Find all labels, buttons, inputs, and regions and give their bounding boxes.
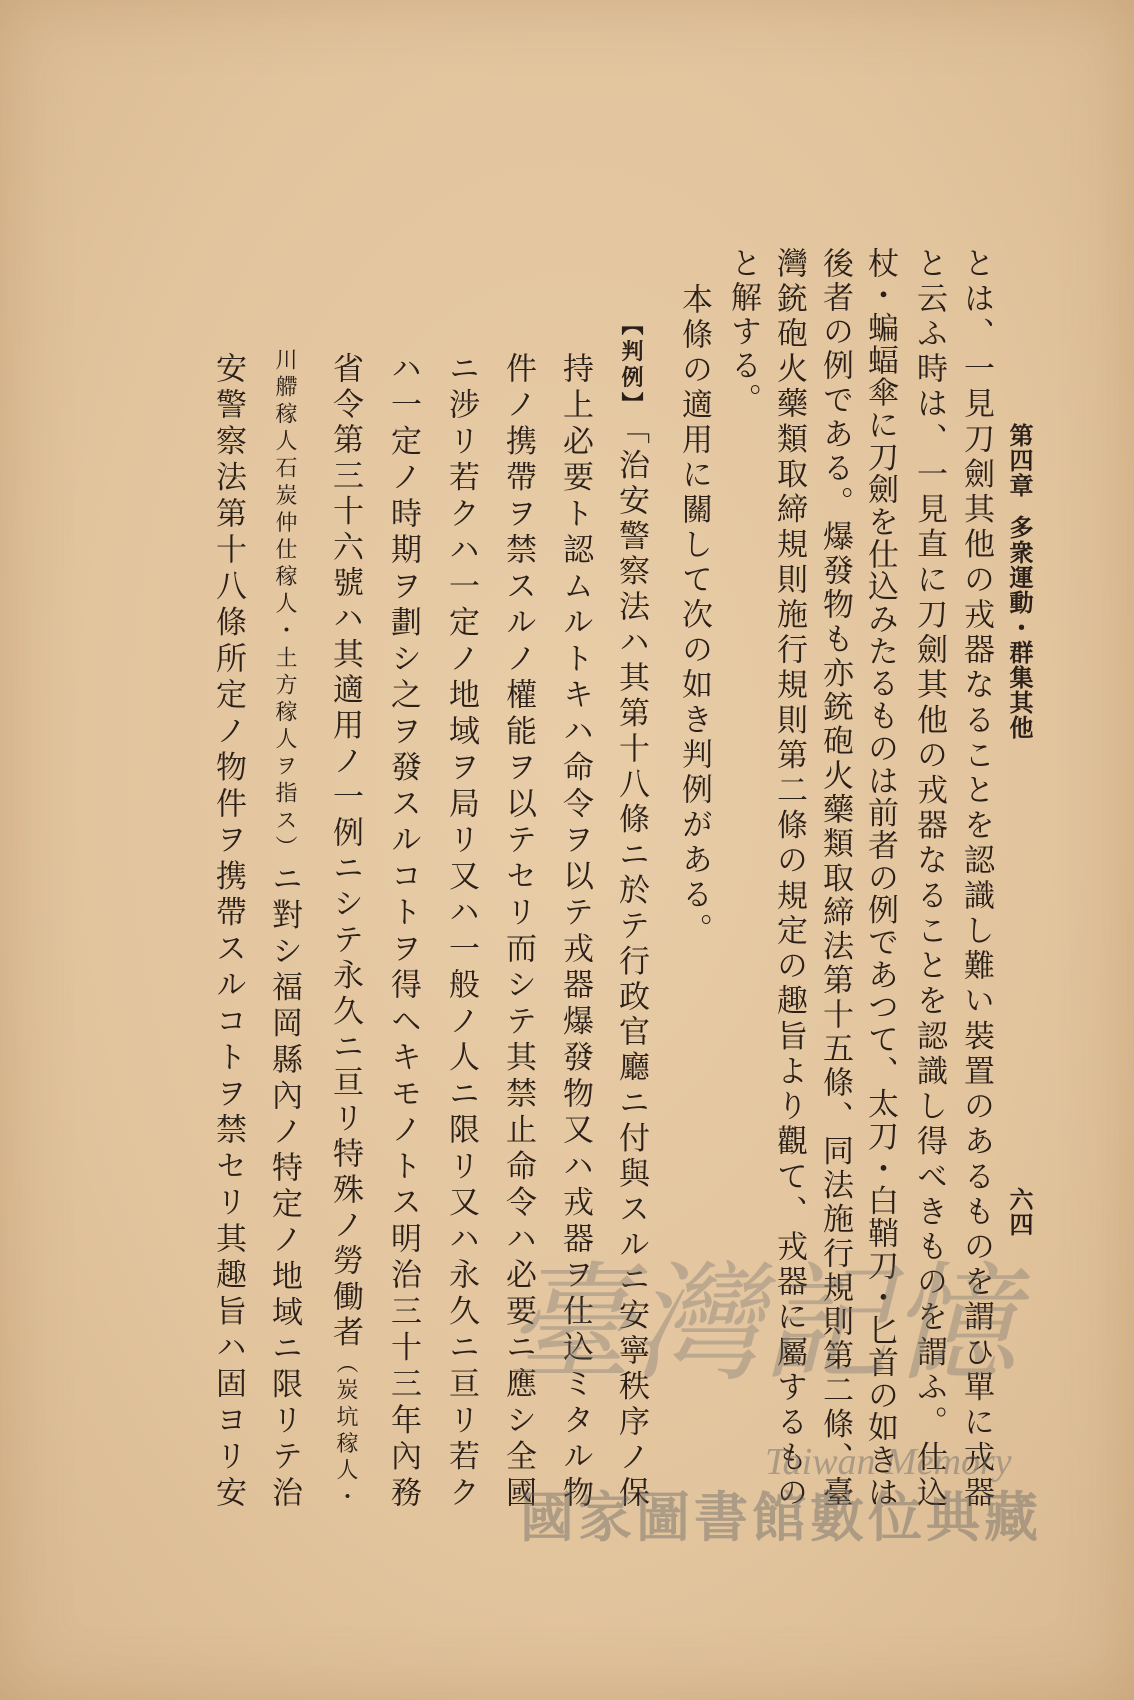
text-column-3: 杖・蝙蝠傘に刀劍を仕込みたるものは前者の例であつて、太刀・白鞘刀・匕首の如きは [862, 247, 898, 1507]
text-column-1: とは、一見刀劍其他の戎器なることを認識し難い裝置のあるものを謂ひ單に戎器 [958, 247, 994, 1507]
watermark-organization: 國家圖書館數位典藏 [520, 1486, 1042, 1549]
text-column-6: と解する。 [725, 247, 761, 417]
judgment-column-1 [613, 313, 649, 1507]
chapter-heading: 第四章 [1005, 423, 1034, 498]
judgment-column-2: 持上必要ト認ムルトキハ命令ヲ以テ戎器爆發物又ハ戎器ヲ仕込ミタル物 [557, 352, 593, 1507]
text-column-2: と云ふ時は、一見直に刀劍其他の戎器なることを認識し得べきものを謂ふ。仕込 [911, 247, 947, 1507]
judgment-label: 【判例】 [618, 313, 644, 419]
judgment-column-6-main: 省令第三十六號ハ其適用ノ一例ニシテ永久ニ亘リ特殊ノ勞働者 [327, 352, 363, 1352]
judgment-column-6-note: （炭坑稼人・ [333, 1351, 358, 1508]
judgment-column-8: 安警察法第十八條所定ノ物件ヲ携帶スルコトヲ禁セリ其趣旨ハ固ヨリ安 [210, 352, 246, 1507]
text-column-7: 本條の適用に關して次の如き判例がある。 [676, 283, 712, 948]
judgment-column-7 [266, 348, 302, 1507]
judgment-opening: 「治安警察法ハ其第十八條ニ於テ行政官廳ニ付與スルニ安寧秩序ノ保 [613, 428, 649, 1508]
text-column-4: 後者の例である。爆發物も亦銃砲火藥類取締法第十五條、同法施行規則第二條、臺 [817, 247, 853, 1507]
judgment-column-7-note: 川艜稼人石炭仲仕稼人・土方稼人ヲ指ス） [272, 348, 297, 863]
text-column-5: 灣銃砲火藥類取締規則施行規則第二條の規定の趣旨より觀て、戎器に屬するもの [771, 247, 807, 1507]
judgment-column-7-main: ニ對シ福岡縣內ノ特定ノ地域ニ限リテ治 [266, 862, 302, 1508]
judgment-column-4: ニ涉リ若クハ一定ノ地域ヲ局リ又ハ一般ノ人ニ限リ又ハ永久ニ亘リ若ク [443, 352, 479, 1507]
watermark-logo: 臺灣記憶 [505, 1250, 1018, 1399]
judgment-column-3: 件ノ携帶ヲ禁スルノ權能ヲ以テセリ而シテ其禁止命令ハ必要ニ應シ全國 [500, 352, 536, 1507]
judgment-column-5: ハ一定ノ時期ヲ劃シ之ヲ發スルコトヲ得ヘキモノトス明治三十三年內務 [385, 352, 421, 1507]
page-number: 六四 [1005, 1187, 1034, 1237]
running-title: 多衆運動・群集其他 [1005, 515, 1034, 740]
watermark-english: Taiwan Memory [765, 1441, 1012, 1483]
judgment-column-6 [327, 352, 363, 1507]
